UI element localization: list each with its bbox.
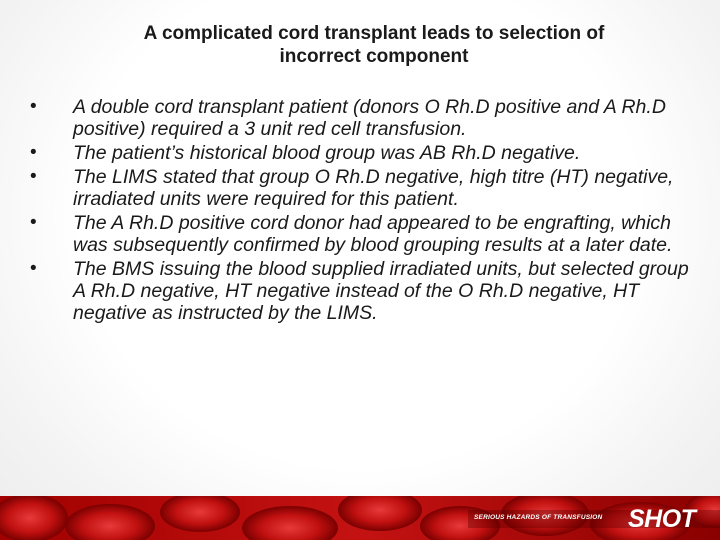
bullet-text: The patient’s historical blood group was AB Rh.D negative. xyxy=(73,142,581,164)
bullet-text: The LIMS stated that group O Rh.D negative, high titre (HT) negative, irradiated units were required for this patient. xyxy=(73,166,674,210)
shot-logo: SHOT xyxy=(628,505,696,533)
bullet-text: The BMS issuing the blood supplied irradiated units, but selected group A Rh.D negative, HT negative instead of the O Rh.D negative, HT negative as instructed by the LIMS. xyxy=(73,258,689,324)
bullet-dot: • xyxy=(30,96,37,117)
bullet-dot: • xyxy=(30,212,37,233)
bullet-list xyxy=(28,96,698,326)
title-line-2: incorrect component xyxy=(279,46,469,67)
bullet-item xyxy=(28,96,698,140)
bullet-item xyxy=(28,258,698,324)
bullet-text: A double cord transplant patient (donors O Rh.D positive and A Rh.D positive) required a 3 unit red cell transfusion. xyxy=(73,96,666,140)
slide-title xyxy=(40,22,708,68)
bullet-dot: • xyxy=(30,142,37,163)
bullet-item xyxy=(28,212,698,256)
footer-band xyxy=(0,496,720,540)
shot-tagline: SERIOUS HAZARDS OF TRANSFUSION xyxy=(474,514,603,521)
bullet-dot: • xyxy=(30,258,37,279)
bullet-item xyxy=(28,142,698,164)
bullet-dot: • xyxy=(30,166,37,187)
title-line-1: A complicated cord transplant leads to selection of xyxy=(143,23,605,44)
bullet-text: The A Rh.D positive cord donor had appeared to be engrafting, which was subsequently confirmed by blood grouping results at a later date. xyxy=(73,212,673,256)
bullet-item xyxy=(28,166,698,210)
blood-cells-graphic xyxy=(0,496,720,540)
